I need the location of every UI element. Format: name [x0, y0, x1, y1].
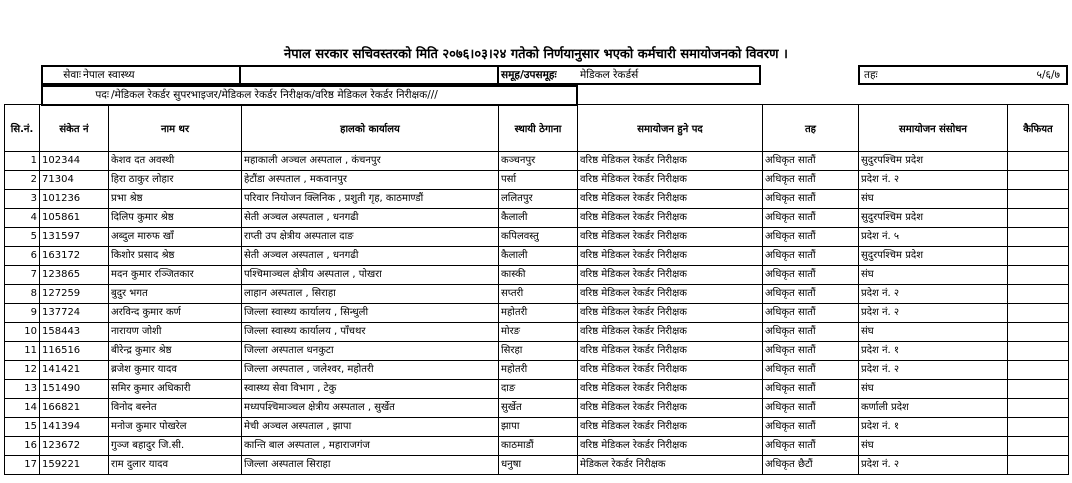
cell-revision: संघ: [859, 323, 1008, 342]
cell-current-office: सेती अञ्चल अस्पताल , धनगढी: [242, 247, 499, 266]
cell-remarks: [1008, 190, 1069, 209]
table-row: [5, 171, 1069, 190]
cell-sn: 7: [5, 266, 40, 285]
cell-current-office: जिल्ला अस्पताल , जलेश्वर, महोतरी: [242, 361, 499, 380]
cell-remarks: [1008, 266, 1069, 285]
cell-level: अधिकृत सातौं: [763, 228, 859, 247]
table-row: [5, 190, 1069, 209]
samuha-value: मेडिकल रेकर्डर्स: [580, 69, 639, 81]
table-row: [5, 266, 1069, 285]
cell-permanent-address: कपिलवस्तु: [499, 228, 578, 247]
cell-post: वरिष्ठ मेडिकल रेकर्डर निरीक्षक: [578, 380, 763, 399]
cell-name: समिर कुमार अधिकारी: [109, 380, 242, 399]
cell-sn: 16: [5, 437, 40, 456]
cell-current-office: जिल्ला स्वास्थ्य कार्यालय , पाँचथर: [242, 323, 499, 342]
col-header-post: समायोजन हुने पद: [578, 105, 763, 152]
cell-name: मदन कुमार रञ्जितकार: [109, 266, 242, 285]
cell-name: मनोज कुमार पोखरेल: [109, 418, 242, 437]
cell-post: वरिष्ठ मेडिकल रेकर्डर निरीक्षक: [578, 361, 763, 380]
pad-box: [41, 85, 578, 106]
table-row: [5, 228, 1069, 247]
cell-permanent-address: सिरहा: [499, 342, 578, 361]
cell-current-office: जिल्ला अस्पताल धनकुटा: [242, 342, 499, 361]
table-row: [5, 399, 1069, 418]
cell-post: मेडिकल रेकर्डर निरीक्षक: [578, 456, 763, 475]
table-row: [5, 342, 1069, 361]
cell-permanent-address: कैलाली: [499, 247, 578, 266]
cell-post: वरिष्ठ मेडिकल रेकर्डर निरीक्षक: [578, 228, 763, 247]
cell-name: किशोर प्रसाद श्रेष्ठ: [109, 247, 242, 266]
cell-post: वरिष्ठ मेडिकल रेकर्डर निरीक्षक: [578, 266, 763, 285]
seva-value: नेपाल स्वास्थ्य: [83, 69, 135, 81]
cell-permanent-address: झापा: [499, 418, 578, 437]
cell-sn: 2: [5, 171, 40, 190]
cell-sn: 17: [5, 456, 40, 475]
cell-level: अधिकृत सातौं: [763, 247, 859, 266]
cell-post: वरिष्ठ मेडिकल रेकर्डर निरीक्षक: [578, 171, 763, 190]
cell-revision: संघ: [859, 190, 1008, 209]
cell-revision: प्रदेश नं. २: [859, 361, 1008, 380]
cell-current-office: राप्ती उप क्षेत्रीय अस्पताल दाङ: [242, 228, 499, 247]
col-header-permanent-address: स्थायी ठेगाना: [499, 105, 578, 152]
cell-post: वरिष्ठ मेडिकल रेकर्डर निरीक्षक: [578, 209, 763, 228]
col-header-revision: समायोजन संसोधन: [859, 105, 1008, 152]
cell-remarks: [1008, 171, 1069, 190]
col-header-remarks: कैफियत: [1008, 105, 1069, 152]
cell-code: 137724: [40, 304, 109, 323]
cell-code: 101236: [40, 190, 109, 209]
cell-level: अधिकृत सातौं: [763, 266, 859, 285]
cell-remarks: [1008, 437, 1069, 456]
seva-box: [41, 65, 241, 85]
cell-remarks: [1008, 361, 1069, 380]
cell-name: अरविन्द कुमार कर्ण: [109, 304, 242, 323]
table-row: [5, 456, 1069, 475]
col-header-name: नाम थर: [109, 105, 242, 152]
table-row: [5, 152, 1069, 171]
cell-permanent-address: महोतरी: [499, 361, 578, 380]
cell-remarks: [1008, 380, 1069, 399]
cell-code: 163172: [40, 247, 109, 266]
cell-level: अधिकृत सातौं: [763, 342, 859, 361]
samuha-box: [497, 65, 761, 85]
cell-remarks: [1008, 399, 1069, 418]
samuha-label: समूह/उपसमूहः: [501, 69, 557, 81]
cell-revision: सुदुरपश्चिम प्रदेश: [859, 152, 1008, 171]
cell-sn: 15: [5, 418, 40, 437]
cell-name: विनोद बस्नेत: [109, 399, 242, 418]
cell-level: अधिकृत सातौं: [763, 190, 859, 209]
cell-current-office: परिवार नियोजन क्लिनिक , प्रशुती गृह, काठमाण्डौं: [242, 190, 499, 209]
cell-level: अधिकृत सातौं: [763, 171, 859, 190]
cell-sn: 4: [5, 209, 40, 228]
taha-value: ५/६/७: [1036, 69, 1060, 81]
cell-current-office: जिल्ला अस्पताल सिराहा: [242, 456, 499, 475]
cell-revision: प्रदेश नं. २: [859, 456, 1008, 475]
cell-permanent-address: मोरङ: [499, 323, 578, 342]
taha-label: तहः: [864, 69, 878, 81]
cell-level: अधिकृत सातौं: [763, 380, 859, 399]
cell-sn: 9: [5, 304, 40, 323]
cell-permanent-address: कास्की: [499, 266, 578, 285]
cell-sn: 6: [5, 247, 40, 266]
header-spacer-box: [239, 65, 499, 85]
cell-level: अधिकृत सातौं: [763, 152, 859, 171]
cell-post: वरिष्ठ मेडिकल रेकर्डर निरीक्षक: [578, 285, 763, 304]
cell-sn: 8: [5, 285, 40, 304]
cell-remarks: [1008, 342, 1069, 361]
cell-revision: सुदुरपश्चिम प्रदेश: [859, 247, 1008, 266]
cell-permanent-address: सप्तरी: [499, 285, 578, 304]
cell-name: प्रभा श्रेष्ठ: [109, 190, 242, 209]
cell-permanent-address: धनुषा: [499, 456, 578, 475]
cell-remarks: [1008, 209, 1069, 228]
table-row: [5, 285, 1069, 304]
cell-current-office: लाहान अस्पताल , सिराहा: [242, 285, 499, 304]
col-header-sn: सि.नं.: [5, 105, 40, 152]
cell-permanent-address: काठमाडौं: [499, 437, 578, 456]
table-row: [5, 304, 1069, 323]
cell-current-office: हेटौंडा अस्पताल , मकवानपुर: [242, 171, 499, 190]
cell-remarks: [1008, 323, 1069, 342]
cell-remarks: [1008, 304, 1069, 323]
table-row: [5, 380, 1069, 399]
cell-revision: प्रदेश नं. १: [859, 342, 1008, 361]
cell-current-office: पश्चिमाञ्चल क्षेत्रीय अस्पताल , पोखरा: [242, 266, 499, 285]
cell-name: नारायण जोशी: [109, 323, 242, 342]
cell-level: अधिकृत सातौं: [763, 437, 859, 456]
cell-name: गुञ्ज बहादुर जि.सी.: [109, 437, 242, 456]
page-title: नेपाल सरकार सचिवस्तरको मिति २०७६।०३।२४ गतेको निर्णयानुसार भएको कर्मचारी समायोजनको विवरण ।: [284, 47, 788, 62]
cell-current-office: सेती अञ्चल अस्पताल , धनगढी: [242, 209, 499, 228]
cell-revision: प्रदेश नं. २: [859, 285, 1008, 304]
cell-level: अधिकृत सातौं: [763, 418, 859, 437]
cell-name: केशव दत अवस्थी: [109, 152, 242, 171]
col-header-current-office: हालको कार्यालय: [242, 105, 499, 152]
table-row: [5, 209, 1069, 228]
cell-permanent-address: कैलाली: [499, 209, 578, 228]
cell-name: हिरा ठाकुर लोहार: [109, 171, 242, 190]
cell-remarks: [1008, 152, 1069, 171]
cell-permanent-address: दाङ: [499, 380, 578, 399]
cell-level: अधिकृत सातौं: [763, 209, 859, 228]
cell-level: अधिकृत सातौं: [763, 399, 859, 418]
cell-remarks: [1008, 418, 1069, 437]
cell-current-office: महाकाली अञ्चल अस्पताल , कंचनपुर: [242, 152, 499, 171]
cell-code: 71304: [40, 171, 109, 190]
cell-code: 151490: [40, 380, 109, 399]
cell-code: 159221: [40, 456, 109, 475]
cell-code: 116516: [40, 342, 109, 361]
cell-level: अधिकृत सातौं: [763, 304, 859, 323]
cell-code: 127259: [40, 285, 109, 304]
cell-remarks: [1008, 285, 1069, 304]
cell-revision: प्रदेश नं. २: [859, 304, 1008, 323]
cell-post: वरिष्ठ मेडिकल रेकर्डर निरीक्षक: [578, 418, 763, 437]
cell-remarks: [1008, 456, 1069, 475]
cell-sn: 5: [5, 228, 40, 247]
cell-code: 131597: [40, 228, 109, 247]
table-row: [5, 361, 1069, 380]
table-row: [5, 418, 1069, 437]
table-header-row: [5, 105, 1069, 152]
cell-current-office: जिल्ला स्वास्थ्य कार्यालय , सिन्धुली: [242, 304, 499, 323]
cell-post: वरिष्ठ मेडिकल रेकर्डर निरीक्षक: [578, 342, 763, 361]
pad-label: पदः: [95, 89, 109, 101]
cell-sn: 3: [5, 190, 40, 209]
cell-post: वरिष्ठ मेडिकल रेकर्डर निरीक्षक: [578, 323, 763, 342]
table-row: [5, 323, 1069, 342]
cell-level: अधिकृत सातौं: [763, 361, 859, 380]
cell-code: 141421: [40, 361, 109, 380]
cell-sn: 13: [5, 380, 40, 399]
cell-permanent-address: ललितपुर: [499, 190, 578, 209]
cell-current-office: कान्ति बाल अस्पताल , महाराजगंज: [242, 437, 499, 456]
cell-current-office: मध्यपश्चिमाञ्चल क्षेत्रीय अस्पताल , सुर्खेत: [242, 399, 499, 418]
cell-post: वरिष्ठ मेडिकल रेकर्डर निरीक्षक: [578, 304, 763, 323]
cell-code: 158443: [40, 323, 109, 342]
cell-permanent-address: सुर्खेत: [499, 399, 578, 418]
cell-level: अधिकृत छैटौं: [763, 456, 859, 475]
cell-revision: प्रदेश नं. २: [859, 171, 1008, 190]
seva-label: सेवाः: [63, 69, 81, 81]
cell-revision: सुदुरपश्चिम प्रदेश: [859, 209, 1008, 228]
cell-name: अब्दुल मारुफ खाँ: [109, 228, 242, 247]
cell-post: वरिष्ठ मेडिकल रेकर्डर निरीक्षक: [578, 437, 763, 456]
cell-name: बुदुर भगत: [109, 285, 242, 304]
cell-revision: कर्णाली प्रदेश: [859, 399, 1008, 418]
cell-revision: संघ: [859, 380, 1008, 399]
cell-code: 166821: [40, 399, 109, 418]
pad-value: /मेडिकल रेकर्डर सुपरभाइजर/मेडिकल रेकर्डर निरीक्षक/वरिष्ठ मेडिकल रेकर्डर निरीक्षक///: [111, 89, 438, 101]
table-row: [5, 247, 1069, 266]
cell-revision: संघ: [859, 437, 1008, 456]
cell-code: 102344: [40, 152, 109, 171]
cell-revision: प्रदेश नं. ५: [859, 228, 1008, 247]
cell-permanent-address: कञ्चनपुर: [499, 152, 578, 171]
cell-current-office: मेची अञ्चल अस्पताल , झापा: [242, 418, 499, 437]
cell-permanent-address: महोतरी: [499, 304, 578, 323]
table-row: [5, 437, 1069, 456]
cell-level: अधिकृत सातौं: [763, 285, 859, 304]
cell-name: दिलिप कुमार श्रेष्ठ: [109, 209, 242, 228]
cell-name: राम दुलार यादव: [109, 456, 242, 475]
cell-post: वरिष्ठ मेडिकल रेकर्डर निरीक्षक: [578, 247, 763, 266]
taha-box: [858, 65, 1068, 85]
cell-code: 123672: [40, 437, 109, 456]
cell-sn: 11: [5, 342, 40, 361]
cell-permanent-address: पर्सा: [499, 171, 578, 190]
col-header-level: तह: [763, 105, 859, 152]
cell-code: 123865: [40, 266, 109, 285]
cell-remarks: [1008, 247, 1069, 266]
cell-sn: 10: [5, 323, 40, 342]
cell-post: वरिष्ठ मेडिकल रेकर्डर निरीक्षक: [578, 190, 763, 209]
cell-remarks: [1008, 228, 1069, 247]
cell-sn: 14: [5, 399, 40, 418]
cell-code: 105861: [40, 209, 109, 228]
cell-sn: 1: [5, 152, 40, 171]
cell-revision: संघ: [859, 266, 1008, 285]
cell-code: 141394: [40, 418, 109, 437]
cell-name: बीरेन्द्र कुमार श्रेष्ठ: [109, 342, 242, 361]
col-header-code: संकेत नं: [40, 105, 109, 152]
cell-revision: प्रदेश नं. १: [859, 418, 1008, 437]
cell-post: वरिष्ठ मेडिकल रेकर्डर निरीक्षक: [578, 399, 763, 418]
cell-post: वरिष्ठ मेडिकल रेकर्डर निरीक्षक: [578, 152, 763, 171]
cell-sn: 12: [5, 361, 40, 380]
employee-table: [4, 104, 1069, 475]
cell-name: ब्रजेश कुमार यादव: [109, 361, 242, 380]
cell-current-office: स्वास्थ्य सेवा विभाग , टेकु: [242, 380, 499, 399]
cell-level: अधिकृत सातौं: [763, 323, 859, 342]
